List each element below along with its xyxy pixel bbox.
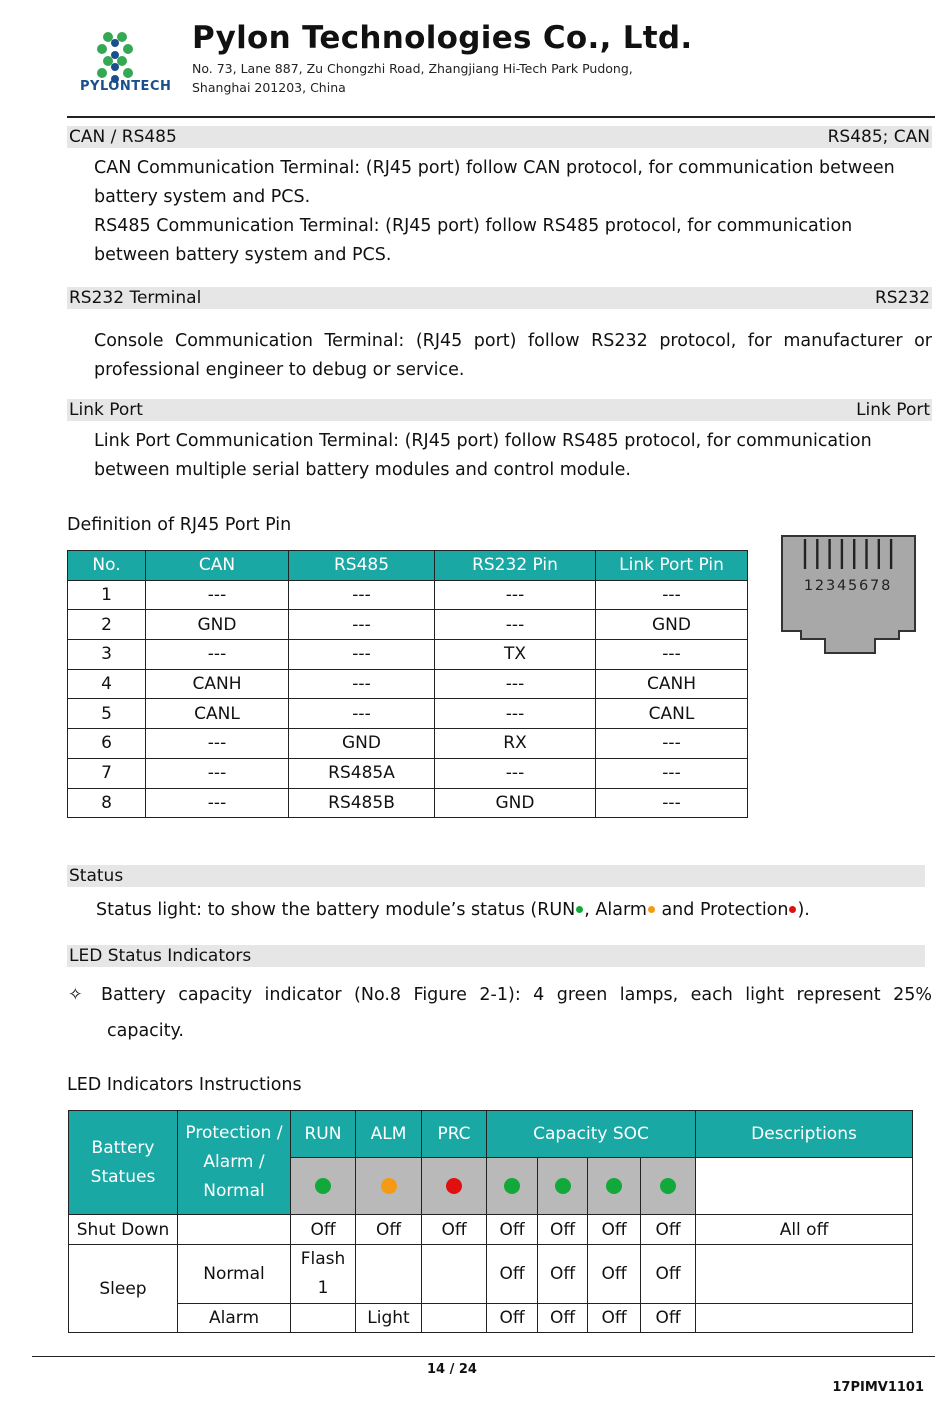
table-cell: RS485B	[289, 788, 435, 818]
header-prc: PRC	[422, 1111, 487, 1158]
table-row	[68, 788, 748, 818]
table-cell: GND	[596, 610, 748, 640]
table-cell: ---	[146, 758, 289, 788]
shutdown-row	[69, 1215, 913, 1245]
shutdown-soc2: Off	[538, 1215, 588, 1245]
led-bullet-line1: Battery capacity indicator (No.8 Figure 2-1): 4 green lamps, each light represent 25%	[101, 985, 932, 1005]
header-run: RUN	[291, 1111, 356, 1158]
prc-lamp-cell	[422, 1158, 487, 1215]
sleep-normal-soc2: Off	[538, 1245, 588, 1304]
sleep-alarm-prc	[422, 1304, 487, 1333]
shutdown-desc: All off	[696, 1215, 913, 1245]
col-header-can: CAN	[146, 551, 289, 581]
soc2-lamp-cell	[538, 1158, 588, 1215]
document-id: 17PIMV1101	[832, 1380, 924, 1395]
table-row	[68, 699, 748, 729]
shutdown-prc: Off	[422, 1215, 487, 1245]
section-title-link: Link Port	[69, 400, 143, 420]
desc-lamp-cell	[696, 1158, 913, 1215]
company-address-line2: Shanghai 201203, China	[192, 80, 346, 95]
sleep-alarm-desc	[696, 1304, 913, 1333]
rs232-text: Console Communication Terminal: (RJ45 port) follow RS232 protocol, for manufacturer or professional engineer to debug or service.	[94, 331, 932, 380]
shutdown-soc3: Off	[588, 1215, 641, 1245]
table-cell: CANH	[146, 669, 289, 699]
section-bar-link	[67, 399, 932, 421]
status-text-run: Status light: to show the battery module’s status (RUN	[96, 900, 576, 920]
table-cell: 2	[68, 610, 146, 640]
sleep-alarm-soc2: Off	[538, 1304, 588, 1333]
header-prot3: Normal	[203, 1181, 265, 1201]
header-capacity-soc: Capacity SOC	[487, 1111, 696, 1158]
sleep-normal-run-flash: Flash	[300, 1249, 346, 1269]
table-row	[68, 669, 748, 699]
table-cell: 1	[68, 580, 146, 610]
col-header-link: Link Port Pin	[596, 551, 748, 581]
sleep-normal-prc	[422, 1245, 487, 1304]
shutdown-run: Off	[291, 1215, 356, 1245]
table-cell: ---	[289, 669, 435, 699]
status-text	[96, 896, 934, 925]
table-cell: GND	[146, 610, 289, 640]
soc1-green-lamp-icon	[504, 1178, 520, 1194]
table-cell: 8	[68, 788, 146, 818]
sleep-normal-desc	[696, 1245, 913, 1304]
shutdown-soc1: Off	[487, 1215, 538, 1245]
header-descriptions: Descriptions	[696, 1111, 913, 1158]
sleep-alarm-run	[291, 1304, 356, 1333]
table-cell: TX	[435, 640, 596, 670]
section-bar-can	[67, 126, 932, 148]
table-cell: ---	[289, 640, 435, 670]
table-cell: GND	[435, 788, 596, 818]
table-row	[68, 580, 748, 610]
section-tag-can: RS485; CAN	[827, 127, 930, 147]
header-alm: ALM	[356, 1111, 422, 1158]
table-cell: ---	[146, 788, 289, 818]
soc2-green-lamp-icon	[555, 1178, 571, 1194]
table-cell: ---	[146, 580, 289, 610]
table-cell: GND	[289, 729, 435, 759]
col-header-rs232: RS232 Pin	[435, 551, 596, 581]
company-name: Pylon Technologies Co., Ltd.	[192, 20, 693, 56]
sleep-label: Sleep	[69, 1245, 178, 1333]
can-paragraph	[94, 154, 932, 270]
section-bar-led	[67, 945, 925, 967]
table-cell: CANL	[596, 699, 748, 729]
table-cell: ---	[289, 610, 435, 640]
sleep-normal-soc1: Off	[487, 1245, 538, 1304]
shutdown-label: Shut Down	[69, 1215, 178, 1245]
sleep-alarm-soc3: Off	[588, 1304, 641, 1333]
table-cell: CANH	[596, 669, 748, 699]
soc4-lamp-cell	[641, 1158, 696, 1215]
sleep-normal-soc3: Off	[588, 1245, 641, 1304]
table-cell: 5	[68, 699, 146, 729]
table-cell: ---	[435, 669, 596, 699]
led-bullet	[68, 977, 932, 1049]
table-cell: 7	[68, 758, 146, 788]
table-row	[68, 729, 748, 759]
soc3-lamp-cell	[588, 1158, 641, 1215]
col-header-no: No.	[68, 551, 146, 581]
shutdown-protection	[178, 1215, 291, 1245]
table-cell: ---	[596, 640, 748, 670]
sleep-normal-label: Normal	[178, 1245, 291, 1304]
sleep-alarm-row	[69, 1304, 913, 1333]
table-header-row	[68, 551, 748, 581]
rs485-text: RS485 Communication Terminal: (RJ45 port) follow RS485 protocol, for communication between battery system and PCS.	[94, 216, 853, 265]
status-text-end: ).	[797, 900, 810, 920]
sleep-normal-run-count: 1	[317, 1278, 329, 1298]
sleep-normal-run	[291, 1245, 356, 1304]
run-green-dot-icon	[576, 906, 583, 913]
table-cell: ---	[435, 610, 596, 640]
sleep-alarm-label: Alarm	[178, 1304, 291, 1333]
table-cell: ---	[596, 580, 748, 610]
soc3-green-lamp-icon	[606, 1178, 622, 1194]
section-bar-rs232	[67, 287, 932, 309]
alm-lamp-cell	[356, 1158, 422, 1215]
led-instructions-table	[68, 1110, 913, 1333]
section-title-can: CAN / RS485	[69, 127, 177, 147]
company-address-line1: No. 73, Lane 887, Zu Chongzhi Road, Zhangjiang Hi-Tech Park Pudong,	[192, 61, 633, 76]
led-header-row	[69, 1111, 913, 1158]
shutdown-soc4: Off	[641, 1215, 696, 1245]
table-cell: ---	[289, 580, 435, 610]
table-cell: ---	[146, 729, 289, 759]
table-cell: CANL	[146, 699, 289, 729]
rj45-pin-numbers: 12345678	[803, 578, 893, 594]
rj45-heading: Definition of RJ45 Port Pin	[67, 515, 292, 535]
header-prot2: Alarm /	[203, 1152, 265, 1172]
table-row	[68, 758, 748, 788]
status-text-protection: and Protection	[655, 900, 789, 920]
soc4-green-lamp-icon	[660, 1178, 676, 1194]
page-number: 14 / 24	[427, 1362, 477, 1377]
prc-red-lamp-icon	[446, 1178, 462, 1194]
run-lamp-cell	[291, 1158, 356, 1215]
section-title-rs232: RS232 Terminal	[69, 288, 202, 308]
bullet-star-icon: ✧	[68, 985, 83, 1005]
header-prot1: Protection /	[185, 1123, 283, 1143]
sleep-alarm-alm: Light	[356, 1304, 422, 1333]
table-cell: ---	[289, 699, 435, 729]
table-cell: ---	[435, 580, 596, 610]
sleep-normal-row	[69, 1245, 913, 1304]
table-cell: ---	[435, 758, 596, 788]
can-text: CAN Communication Terminal: (RJ45 port) follow CAN protocol, for communication between battery system and PCS.	[94, 158, 895, 207]
header-statues: Statues	[90, 1166, 156, 1187]
sleep-alarm-soc1: Off	[487, 1304, 538, 1333]
header-battery-statues	[69, 1111, 178, 1215]
section-bar-status	[67, 865, 925, 887]
table-cell: RX	[435, 729, 596, 759]
section-tag-link: Link Port	[856, 400, 930, 420]
sleep-normal-soc4: Off	[641, 1245, 696, 1304]
col-header-rs485: RS485	[289, 551, 435, 581]
led-bullet-line2: capacity.	[107, 1021, 184, 1041]
shutdown-alm: Off	[356, 1215, 422, 1245]
header-protection	[178, 1111, 291, 1215]
alm-orange-lamp-icon	[381, 1178, 397, 1194]
sleep-normal-alm	[356, 1245, 422, 1304]
table-cell: RS485A	[289, 758, 435, 788]
section-tag-rs232: RS232	[874, 288, 930, 308]
table-cell: ---	[596, 788, 748, 818]
table-cell: 3	[68, 640, 146, 670]
alarm-orange-dot-icon	[648, 906, 655, 913]
soc1-lamp-cell	[487, 1158, 538, 1215]
protection-red-dot-icon	[789, 906, 796, 913]
header-divider	[67, 116, 935, 118]
run-green-lamp-icon	[315, 1178, 331, 1194]
table-cell: ---	[435, 699, 596, 729]
table-cell: ---	[596, 758, 748, 788]
status-text-alarm: , Alarm	[584, 900, 647, 920]
table-row	[68, 640, 748, 670]
logo-text: PYLONTECH	[80, 79, 172, 94]
table-cell: 4	[68, 669, 146, 699]
footer-divider	[32, 1356, 935, 1357]
link-text: Link Port Communication Terminal: (RJ45 port) follow RS485 protocol, for communication between multiple serial battery modules and control module.	[94, 431, 872, 480]
sleep-alarm-soc4: Off	[641, 1304, 696, 1333]
table-cell: ---	[146, 640, 289, 670]
rj45-connector-icon	[781, 535, 917, 655]
led-instructions-heading: LED Indicators Instructions	[67, 1075, 302, 1095]
section-title-status: Status	[69, 866, 124, 886]
header-battery: Battery	[91, 1137, 155, 1158]
rj45-pin-table	[67, 550, 748, 818]
table-cell: 6	[68, 729, 146, 759]
table-cell: ---	[596, 729, 748, 759]
section-title-led: LED Status Indicators	[69, 946, 252, 966]
table-row	[68, 610, 748, 640]
